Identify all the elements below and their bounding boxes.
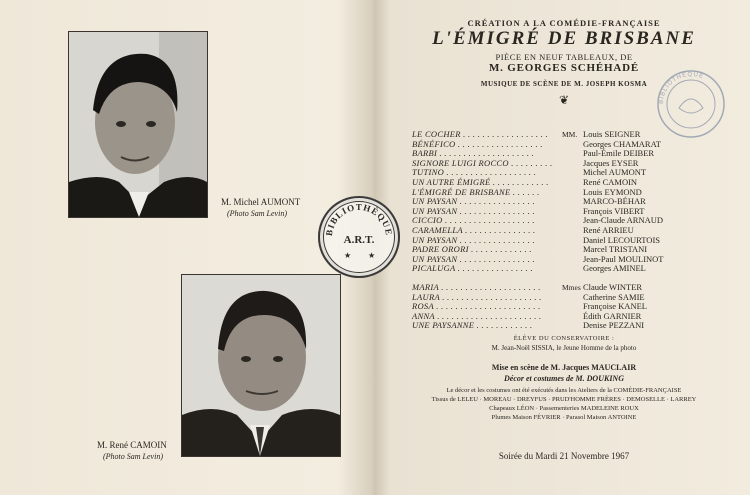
cast-role: L'ÉMIGRÉ DE BRISBANE . . . . . . <box>412 186 540 197</box>
cast-role: BARBI . . . . . . . . . . . . . . . . . . . . <box>412 148 535 159</box>
cast-role: TUTINO . . . . . . . . . . . . . . . . . . . <box>412 167 537 178</box>
cast-actor: Marcel TRISTANI <box>583 244 648 255</box>
caption-name: M. René CAMOIN <box>97 440 167 450</box>
cast-row <box>412 321 742 331</box>
cast-actor: Catherine SAMIE <box>583 291 645 302</box>
caption-credit: (Photo Sam Levin) <box>103 452 163 461</box>
portrait-photo-camoin <box>181 274 341 457</box>
caption-aumont <box>221 197 300 219</box>
seal-text: BIBLIOTHÈQUE <box>658 71 705 105</box>
stamp-top-text: BIBLIOTHÈQUE <box>323 201 395 237</box>
cast-actor: Jean-Claude ARNAUD <box>583 215 664 226</box>
cast-role: ROSA . . . . . . . . . . . . . . . . . . . . . . <box>412 301 541 312</box>
caption-credit: (Photo Sam Levin) <box>227 209 287 218</box>
cast-role: UN AUTRE ÉMIGRÉ . . . . . . . . . . . . <box>412 176 549 187</box>
svg-text:★: ★ <box>344 251 352 260</box>
stamp-middle-text: A.R.T. <box>343 234 375 246</box>
eleve-text: M. Jean-Noël SISSIA, le Jeune Homme de la photo <box>491 344 637 352</box>
cast-list-men <box>412 130 742 274</box>
cast-role: CICCIO . . . . . . . . . . . . . . . . . . . <box>412 215 535 226</box>
decor-credit: Décor et costumes de M. DOUKING <box>504 374 624 383</box>
embossed-seal-icon <box>655 68 727 140</box>
play-title: L'ÉMIGRÉ DE BRISBANE <box>432 28 696 49</box>
cast-actor: René ARRIEU <box>583 224 634 235</box>
cast-role: BÉNÉFICO . . . . . . . . . . . . . . . . . . <box>412 138 543 149</box>
music-credit: MUSIQUE DE SCÈNE DE M. JOSEPH KOSMA <box>480 80 648 88</box>
cast-actor: Jacques EYSER <box>583 157 639 168</box>
cast-role: UN PAYSAN . . . . . . . . . . . . . . . . <box>412 196 535 207</box>
caption-camoin <box>97 440 167 462</box>
cast-actor: Édith GARNIER <box>583 310 642 321</box>
fleuron-ornament-icon: ❦ <box>558 93 570 107</box>
cast-role: UN PAYSAN . . . . . . . . . . . . . . . . <box>412 253 535 264</box>
performance-date: Soirée du Mardi 21 Novembre 1967 <box>498 451 630 461</box>
cast-list-women <box>412 283 742 331</box>
cast-actor: MARCO-BÉHAR <box>583 196 646 207</box>
production-credits-line: Chapeaux LÉON · Passementeries MADELEINE ROUX <box>489 405 639 412</box>
production-credits-line: Plumes Maison FÉVRIER · Parasol Maison ANTOINE <box>491 414 637 421</box>
cast-prefix: MM. <box>562 130 578 139</box>
library-stamp-icon <box>318 196 400 278</box>
caption-name: M. Michel AUMONT <box>221 197 301 207</box>
cast-actor: Jean-Paul MOULINOT <box>583 253 664 264</box>
production-credits-line: Le décor et les costumes ont été exécutés dans les Ateliers de la COMÉDIE-FRANÇAISE <box>446 387 682 394</box>
play-subtitle: PIÈCE EN NEUF TABLEAUX, DE <box>495 52 633 62</box>
cast-role: SIGNORE LUIGI ROCCO . . . . . . . . . <box>412 157 553 168</box>
cast-actor: François VIBERT <box>583 205 645 216</box>
cast-role: UNE PAYSANNE . . . . . . . . . . . . <box>412 320 533 331</box>
cast-role: PADRE ORORI . . . . . . . . . . . . . <box>412 244 532 255</box>
cast-role: ANNA . . . . . . . . . . . . . . . . . . . . . . <box>412 310 542 321</box>
cast-role: CARAMELLA . . . . . . . . . . . . . . . <box>412 224 536 235</box>
cast-actor: René CAMOIN <box>583 176 638 187</box>
cast-role: UN PAYSAN . . . . . . . . . . . . . . . . <box>412 205 535 216</box>
cast-role: PICALUGA . . . . . . . . . . . . . . . . <box>412 263 533 274</box>
cast-actor: Daniel LECOURTOIS <box>583 234 661 245</box>
play-author: M. GEORGES SCHÉHADÉ <box>489 62 639 74</box>
cast-role: UN PAYSAN . . . . . . . . . . . . . . . . <box>412 234 535 245</box>
creation-kicker: CRÉATION A LA COMÉDIE-FRANÇAISE <box>467 18 661 28</box>
mise-en-scene: Mise en scène de M. Jacques MAUCLAIR <box>491 363 637 372</box>
cast-role: MARIA . . . . . . . . . . . . . . . . . . . . . <box>412 282 541 292</box>
cast-actor: Michel AUMONT <box>583 167 647 178</box>
production-credits-line: Tissus de LELEU · MOREAU · DREYFUS · PRUD'HOMME FRÈRES · DEMOSELLE · LARREY <box>431 396 697 403</box>
cast-actor: Louis SEIGNER <box>583 129 641 139</box>
portrait-photo-aumont <box>68 31 208 218</box>
cast-actor: Denise PEZZANI <box>583 320 645 331</box>
svg-text:BIBLIOTHÈQUE <box>324 202 394 237</box>
cast-actor: Louis EYMOND <box>583 186 642 197</box>
cast-actor: Georges CHAMARAT <box>583 138 661 149</box>
left-page <box>0 0 372 495</box>
cast-actor: Claude WINTER <box>583 282 643 292</box>
cast-actor: Georges AMINEL <box>583 263 646 274</box>
cast-role: LAURA . . . . . . . . . . . . . . . . . . . . . <box>412 291 542 302</box>
eleve-label: ÉLÈVE DU CONSERVATOIRE : <box>513 335 615 342</box>
svg-text:BIBLIOTHÈQUE <box>659 71 705 104</box>
cast-row <box>412 264 742 274</box>
cast-role: LE COCHER . . . . . . . . . . . . . . . . . . <box>412 129 549 139</box>
svg-text:★: ★ <box>368 251 376 260</box>
cast-actor: Françoise KANEL <box>583 301 647 312</box>
cast-prefix: Mmes <box>562 283 581 292</box>
cast-actor: Paul-Émile DEIBER <box>583 148 655 159</box>
